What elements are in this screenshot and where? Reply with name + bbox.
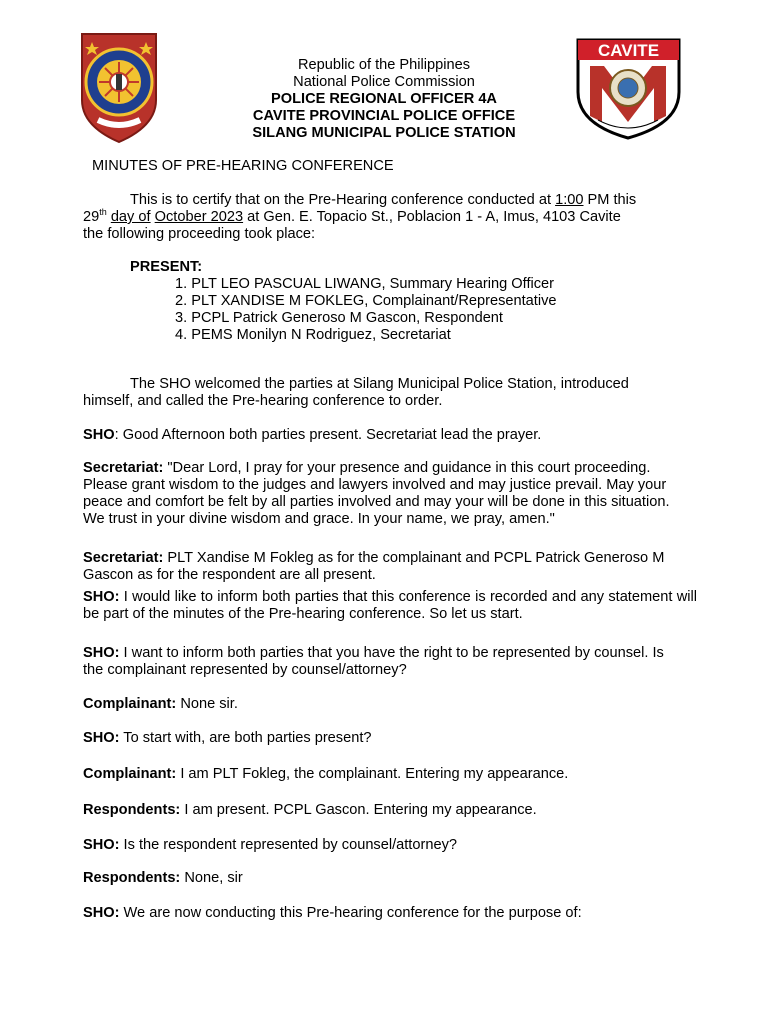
speaker: SHO:	[83, 837, 120, 853]
statement: None, sir	[184, 870, 243, 886]
speaker: SHO:	[83, 730, 120, 746]
welcome-line-2: himself, and called the Pre-hearing conference to order.	[83, 393, 443, 409]
speaker: Secretariat:	[83, 550, 164, 566]
dialogue-entry	[83, 589, 697, 623]
statement: None sir.	[180, 696, 238, 712]
statement: "Dear Lord, I pray for your presence and guidance in this court proceeding. Please grant wisdom to the judges and lawyers involved and may justice prevail. May your peace and comfort be felt by all parties involved and may your will be done in this situation. We trust in your divine wisdom and grace. In your name, we pray, amen."	[83, 460, 670, 527]
header-line-napolcom: National Police Commission	[293, 74, 475, 90]
dialogue-entry	[83, 550, 699, 584]
dialogue-entry	[83, 427, 673, 444]
present-item: 1. PLT LEO PASCUAL LIWANG, Summary Hearing Officer	[175, 276, 555, 292]
speaker: SHO:	[83, 905, 120, 921]
statement: PLT Xandise M Fokleg as for the complainant and PCPL Patrick Generoso M Gascon as for the respondent are all present.	[83, 550, 665, 583]
svg-text:CAVITE: CAVITE	[597, 41, 660, 60]
welcome-line-1: The SHO welcomed the parties at Silang Municipal Police Station, introduced	[130, 376, 629, 392]
statement: I want to inform both parties that you have the right to be represented by counsel. Is the complainant represented by counsel/attorney?	[83, 645, 664, 678]
dialogue-entry	[83, 460, 691, 528]
speaker: SHO:	[83, 589, 120, 605]
dialogue-entry	[83, 730, 673, 747]
statement: I am PLT Fokleg, the complainant. Entering my appearance.	[180, 766, 569, 782]
conference-month-year: October 2023	[154, 209, 244, 225]
separator: :	[114, 427, 123, 443]
dialogue-entry	[83, 802, 673, 819]
conference-day: 29	[83, 209, 100, 225]
speaker: Complainant:	[83, 696, 177, 712]
header-line-region: POLICE REGIONAL OFFICER 4A	[271, 91, 497, 107]
pnp-seal-logo	[78, 30, 160, 144]
speaker: Complainant:	[83, 766, 177, 782]
dialogue-entry	[83, 870, 673, 887]
statement: Good Afternoon both parties present. Secretariat lead the prayer.	[122, 427, 542, 443]
dialogue-entry	[83, 837, 673, 854]
speaker: Respondents:	[83, 802, 181, 818]
letterhead	[160, 57, 608, 142]
dialogue-entry	[83, 645, 688, 679]
dialogue-entry	[83, 696, 673, 713]
statement: Is the respondent represented by counsel/attorney?	[123, 837, 457, 853]
intro-text-1: This is to certify that on the Pre-Hearing conference conducted at	[130, 192, 556, 208]
statement: I am present. PCPL Gascon. Entering my appearance.	[184, 802, 537, 818]
conference-location: at Gen. E. Topacio St., Poblacion 1 - A, Imus, 4103 Cavite	[243, 209, 621, 225]
header-line-republic: Republic of the Philippines	[298, 57, 470, 73]
intro-text-3: day of	[110, 209, 151, 225]
present-item: 4. PEMS Monilyn N Rodriguez, Secretariat	[175, 327, 451, 343]
dialogue-entry	[83, 905, 673, 922]
intro-text-2: PM this	[583, 192, 637, 208]
day-suffix: th	[99, 207, 107, 218]
document-title: MINUTES OF PRE-HEARING CONFERENCE	[92, 158, 394, 174]
statement: To start with, are both parties present?	[123, 730, 372, 746]
statement: We are now conducting this Pre-hearing conference for the purpose of:	[123, 905, 582, 921]
welcome-paragraph	[83, 376, 673, 410]
header-line-station: SILANG MUNICIPAL POLICE STATION	[252, 125, 516, 141]
speaker: SHO:	[83, 645, 120, 661]
conference-time: 1:00	[555, 192, 584, 208]
speaker: Respondents:	[83, 870, 181, 886]
header-line-province: CAVITE PROVINCIAL POLICE OFFICE	[252, 108, 516, 124]
speaker: SHO	[83, 427, 115, 443]
intro-paragraph	[83, 192, 673, 243]
intro-text-5: the following proceeding took place:	[83, 226, 316, 242]
present-label: PRESENT:	[130, 259, 203, 275]
statement: I would like to inform both parties that this conference is recorded and any statement will be part of the minutes of the Pre-hearing conference. So let us start.	[83, 589, 697, 622]
present-item: 2. PLT XANDISE M FOKLEG, Complainant/Representative	[175, 293, 557, 309]
speaker: Secretariat:	[83, 460, 164, 476]
dialogue-entry	[83, 766, 673, 783]
present-item: 3. PCPL Patrick Generoso M Gascon, Respondent	[175, 310, 503, 326]
present-list	[175, 276, 557, 344]
